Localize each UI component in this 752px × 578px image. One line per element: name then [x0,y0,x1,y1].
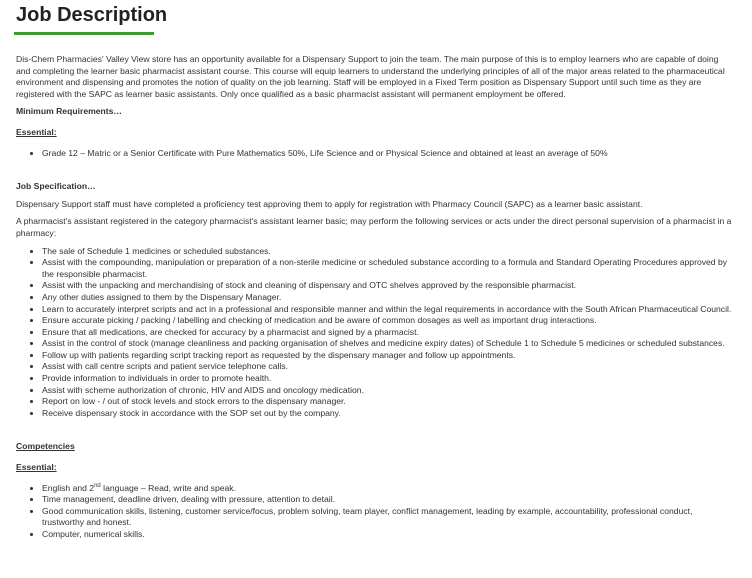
ordinal-suffix: nd [94,482,101,489]
essential-heading-competencies: Essential: [16,462,57,473]
list-item: • Assist with scheme authorization of chronic, HIV and AIDS and oncology medication. [42,385,734,397]
list-item: • Good communication skills, listening, customer service/focus, problem solving, team player, conflict management, leading by example, accountability, professional conduct, trustworthy and honest. [42,506,734,529]
intro-paragraph: Dis-Chem Pharmacies' Valley View store has an opportunity available for a Dispensary Support to join the team. The main purpose of this is to employ learners who are capable of doing and completing the learner basic pharmacist assistant course. This course will equip learners to understand the underlying principles of all of the major areas related to the pharmaceutical environment and dispensing and promotes the notion of quality on the job learning. Staff will be employed in a Fixed Term position as Dispensary Support until such time as they are registered with the SAPC as learner basic assistants. Only once qualified as a basic pharmacist assistant will permanent employment be offered. [16,54,725,99]
list-item: • Provide information to individuals in order to promote health. [42,373,734,385]
list-item: • Learn to accurately interpret scripts and act in a professional and responsible manner and within the legal requirements in accordance with the South African Pharmaceutical Council. [42,304,734,316]
list-item: • Assist with call centre scripts and patient service telephone calls. [42,361,734,373]
list-item: • The sale of Schedule 1 medicines or scheduled substances. [42,246,734,258]
list-item [42,483,734,495]
list-item: • Time management, deadline driven, dealing with pressure, attention to detail. [42,494,734,506]
job-spec-list [16,246,734,420]
list-item: • Any other duties assigned to them by the Dispensary Manager. [42,292,734,304]
list-item: • Assist in the control of stock (manage cleanliness and packing organisation of shelves and medicine expiry dates) of Schedule 1 to Schedule 5 medicines or scheduled substances. [42,338,734,350]
competency-language-text: English and 2 [42,482,95,493]
min-requirements-heading: Minimum Requirements… [16,106,123,117]
min-requirements-list [16,148,734,160]
list-item: • Grade 12 – Matric or a Senior Certificate with Pure Mathematics 50%, Life Science and or Physical Science and obtained at least an average of 50% [42,148,734,160]
list-item: • Assist with the unpacking and merchandising of stock and cleaning of dispensary and OTC shelves approved by the responsible pharmacist. [42,280,734,292]
list-item: • Ensure accurate picking / packing / labelling and checking of medication and be aware of common dosages as well as important drug interactions. [42,315,734,327]
list-item: • Report on low - / out of stock levels and stock errors to the dispensary manager. [42,396,734,408]
competency-language-rest: language – Read, write and speak. [100,482,236,493]
list-item: • Receive dispensary stock in accordance with the SOP set out by the company. [42,408,734,420]
competencies-heading: Competencies [16,441,75,452]
list-item: • Computer, numerical skills. [42,529,734,541]
job-spec-paragraph-2: A pharmacist's assistant registered in the category pharmacist's assistant learner basic; may perform the following services or acts under the direct personal supervision of a pharmacist in a pharmacy: [16,216,732,238]
list-item: • Follow up with patients regarding script tracking report as requested by the dispensary manager and follow up appointments. [42,350,734,362]
job-spec-paragraph-1: Dispensary Support staff must have completed a proficiency test approving them to apply for registration with Pharmacy Council (SAPC) as a learner basic assistant. [16,198,643,209]
competencies-list [16,483,734,541]
essential-heading-requirements: Essential: [16,126,57,137]
page-title: Job Description [16,4,168,26]
job-description-body [16,54,734,541]
title-underline [14,32,154,35]
list-item: • Ensure that all medications, are checked for accuracy by a pharmacist and signed by a pharmacist. [42,327,734,339]
list-item: • Assist with the compounding, manipulation or preparation of a non-sterile medicine or scheduled substance according to a formula and Standard Operating Procedures approved by the responsible pharmacist. [42,257,734,280]
job-specification-heading: Job Specification… [16,181,96,192]
